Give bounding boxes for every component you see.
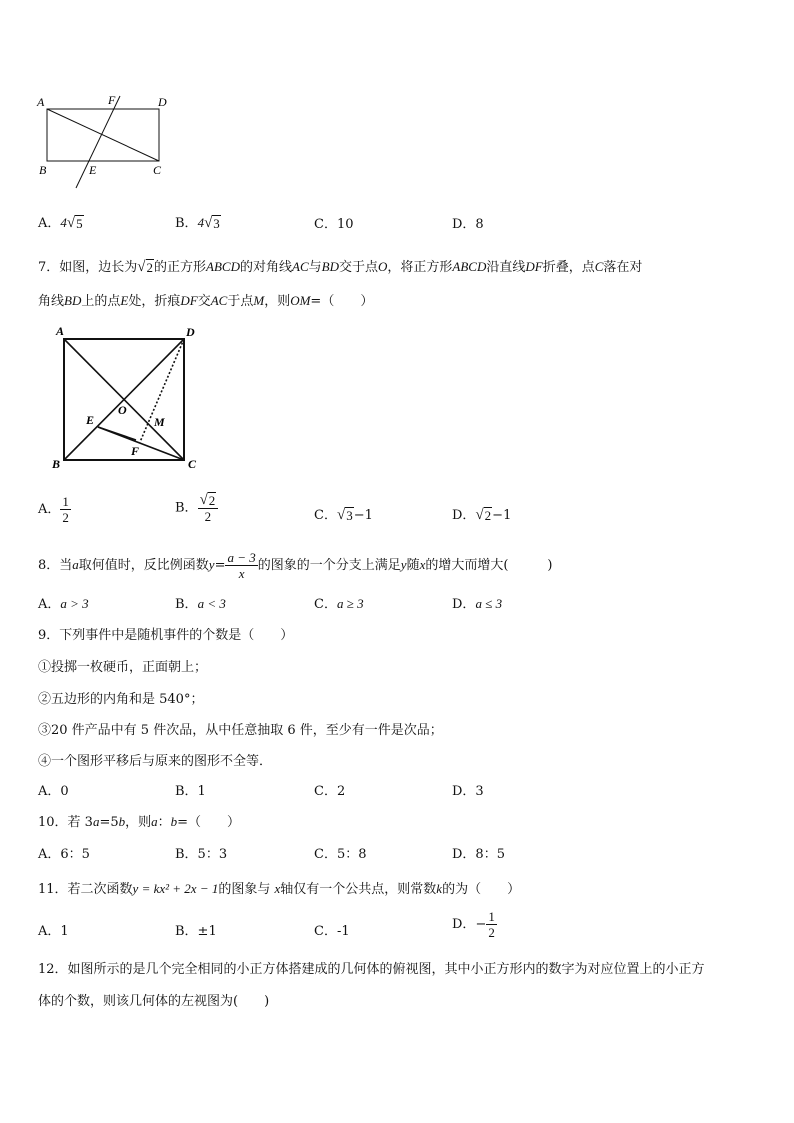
q7-option-a: A． $\frac{1}{2}$: [38, 494, 69, 525]
q9-item-1: ①投掷一枚硬币，正面朝上；: [38, 660, 208, 675]
q7-label-m: M: [154, 415, 165, 429]
q7-label-e: E: [86, 413, 95, 427]
q6-option-b: B．4 √ 3: [175, 215, 220, 231]
q9-option-d: D．3: [452, 784, 484, 799]
q11-option-d: D．− $\frac{1}{2}$: [452, 909, 495, 940]
q6-label-e: E: [89, 163, 97, 177]
q7-label-a: A: [56, 324, 65, 338]
q12-stem-line2: 体的个数，则该几何体的左视图为( ): [38, 994, 270, 1009]
q7-label-b: B: [52, 457, 61, 471]
q9-option-c: C．2: [314, 784, 346, 799]
q7-label-d: D: [186, 325, 195, 339]
q10-option-a: A．6：5: [38, 847, 90, 862]
q6-rectangle-figure: [34, 92, 174, 192]
q10-option-d: D．8：5: [452, 847, 505, 862]
q8-stem: 8．当a取何值时，反比例函数y= $\frac{a - 3}{x}$ 的图象的一个分支上满足y随x的增大而增大( ): [38, 550, 553, 581]
q7-stem-line2: 角线BD上的点E处，折痕DF交AC于点M，则OM=（ ）: [38, 293, 374, 309]
q9-item-2: ②五边形的内角和是 540°；: [38, 692, 204, 707]
q7-option-c: C． √ 3 −1: [314, 507, 373, 523]
q8-option-c: C．a ≥ 3: [314, 596, 364, 612]
q7-label-c: C: [188, 457, 197, 471]
q6-label-b: B: [39, 163, 47, 177]
q10-option-c: C．5：8: [314, 847, 367, 862]
q6-option-a: A．4 √ 5: [38, 215, 83, 231]
q9-option-b: B．1: [175, 784, 206, 799]
q9-item-3: ③20 件产品中有 5 件次品，从中任意抽取 6 件，至少有一件是次品；: [38, 723, 443, 738]
q9-option-a: A．0: [38, 784, 69, 799]
q6-label-a: A: [37, 95, 45, 109]
q6-label-c: C: [153, 163, 162, 177]
q11-stem: 11．若二次函数y = kx² + 2x − 1的图象与 x轴仅有一个公共点，则常数k的为（ ）: [38, 881, 521, 897]
q9-stem: 9．下列事件中是随机事件的个数是（ ）: [38, 628, 294, 643]
q6-diagonal-ac: [47, 109, 159, 161]
q7-square-figure: [48, 322, 208, 472]
q6-label-d: D: [158, 95, 167, 109]
q6-option-d: D．8: [452, 217, 484, 232]
q8-option-a: A．a > 3: [38, 596, 89, 612]
q6-label-f: F: [108, 93, 116, 107]
q12-stem-line1: 12．如图所示的是几个完全相同的小正方体搭建成的几何体的俯视图，其中小正方形内的数字为对应位置上的小正方: [38, 962, 705, 977]
q8-option-d: D．a ≤ 3: [452, 596, 503, 612]
q6-line-fe: [76, 96, 120, 188]
q8-option-b: B．a < 3: [175, 596, 226, 612]
q7-stem-line1: 7．如图，边长为 √ 2 的正方形ABCD的对角线AC与BD交于点O，将正方形ABCD沿直线DF折叠，点C落在对: [38, 259, 643, 275]
q10-stem: 10．若 3a=5b，则a：b=（ ）: [38, 814, 241, 830]
q7-option-d: D． √ 2 −1: [452, 507, 512, 523]
q11-option-c: C．-1: [314, 924, 350, 939]
q7-segment-ef: [98, 427, 136, 440]
q7-label-f: F: [131, 444, 140, 458]
q9-item-4: ④一个图形平移后与原来的图形不全等．: [38, 754, 273, 769]
q10-option-b: B．5：3: [175, 847, 228, 862]
q7-label-o: O: [118, 403, 127, 417]
q7-option-b: B． √ 2 2: [175, 492, 218, 524]
q11-option-a: A．1: [38, 924, 69, 939]
q11-option-b: B．±1: [175, 924, 217, 939]
q6-option-c: C．10: [314, 217, 354, 232]
